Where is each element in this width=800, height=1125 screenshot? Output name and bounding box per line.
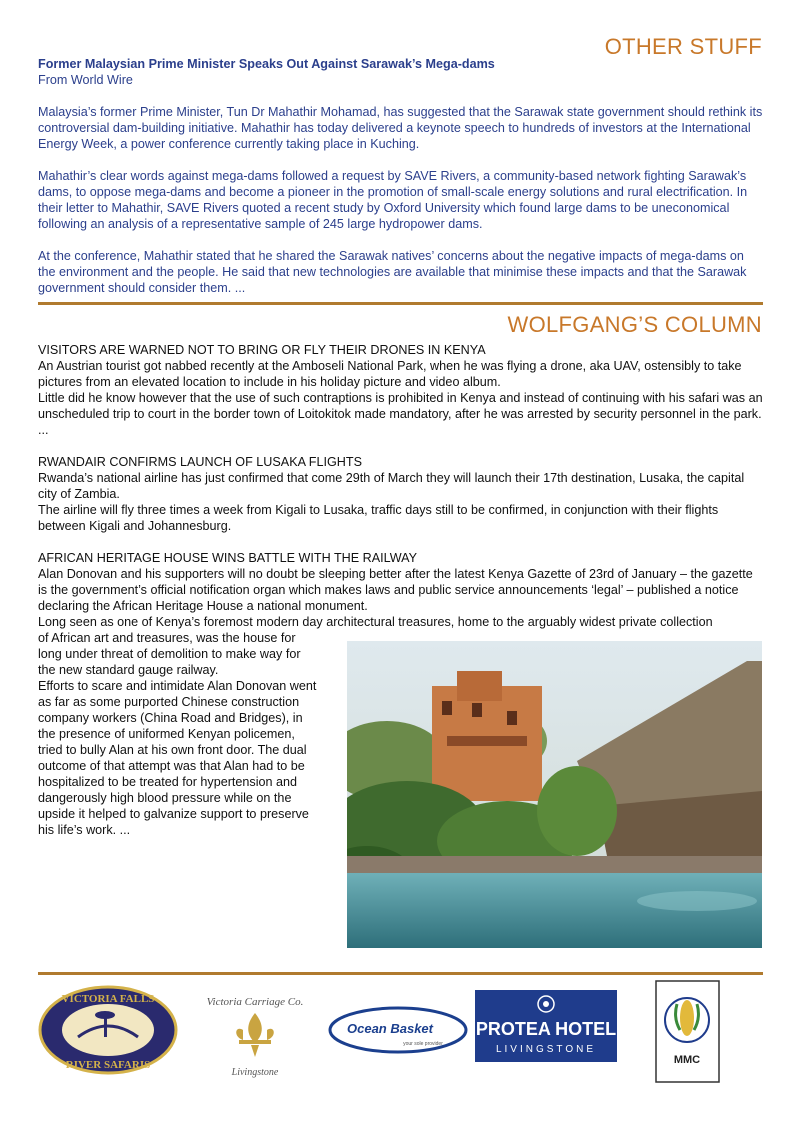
other-stuff-article <box>38 56 763 312</box>
story-heading: RWANDAIR CONFIRMS LAUNCH OF LUSAKA FLIGHTS <box>38 455 362 469</box>
story-paragraph: An Austrian tourist got nabbed recently at the Amboseli National Park, when he was flying a drone, aka UAV, ostensibly to take pictures from an elevated location to include in his holiday picture and video album. <box>38 359 742 389</box>
story-heading: AFRICAN HERITAGE HOUSE WINS BATTLE WITH THE RAILWAY <box>38 551 418 565</box>
article-paragraph: Malaysia’s former Prime Minister, Tun Dr Mahathir Mohamad, has suggested that the Sarawak state government should rethink its controversial dam-building initiative. Mahathir has today delivered a keynote speech to hundreds of investors at the International Energy Week, a power conference currently taking place in Kuching. <box>38 105 763 151</box>
story-paragraph: Alan Donovan and his supporters will no doubt be sleeping better after the latest Kenya Gazette of 23rd of January – the gazette is the government’s official notification organ which makes laws and public service announcements ‘legal’ – published a notice declaring the African Heritage House a national monument. <box>38 567 753 613</box>
section-title-wolfgangs-column: WOLFGANG’S COLUMN <box>507 312 762 337</box>
logo-text: LIVINGSTONE <box>495 1044 597 1055</box>
victoria-carriage-co-logo <box>195 985 315 1080</box>
story-paragraph: Long seen as one of Kenya’s foremost modern day architectural treasures, home to the arguably widest private collection <box>38 615 713 629</box>
article-paragraph: At the conference, Mahathir stated that he shared the Sarawak natives’ concerns about the negative impacts of mega-dams on the environment and the people. He said that new technologies are available that minimise these impacts and that the Sarawak government should consider them. ... <box>38 249 747 295</box>
logo-text: PROTEA HOTEL <box>475 1019 617 1039</box>
section-divider <box>38 302 763 305</box>
text-line: of African art and treasures, was the house for <box>38 631 296 645</box>
text-line: upside it helped to galvanize support to preserve <box>38 807 309 821</box>
ocean-basket-logo <box>328 1005 468 1055</box>
article-paragraph: Mahathir’s clear words against mega-dams followed a request by SAVE Rivers, a community-based network fighting Sarawak’s dams, to oppose mega-dams and become a pioneer in the promotion of small-scale energy solutions and rural electrification. In their letter to Mahathir, SAVE Rivers quoted a recent study by Oxford University which found large dams to be uneconomical following an analysis of a representative sample of 245 large hydropower dams. <box>38 169 748 231</box>
story-paragraph: The airline will fly three times a week from Kigali to Lusaka, traffic days still to be confirmed, in conjunction with their flights between Kigali and Johannesburg. <box>38 503 719 533</box>
story-heading: VISITORS ARE WARNED NOT TO BRING OR FLY THEIR DRONES IN KENYA <box>38 343 486 357</box>
text-line: tried to bully Alan at his own front door. The dual <box>38 743 307 757</box>
text-line: outcome of that attempt was that Alan had to be <box>38 759 305 773</box>
text-line: Efforts to scare and intimidate Alan Donovan went <box>38 679 317 693</box>
text-line: dangerously high blood pressure while on the <box>38 791 292 805</box>
story-paragraph-wrapped <box>38 630 338 838</box>
text-line: hospitalized to be treated for hypertension and <box>38 775 298 789</box>
logo-text: Ocean Basket <box>347 1021 433 1036</box>
footer-divider <box>38 972 763 975</box>
african-heritage-house-photo <box>347 641 762 948</box>
text-line: the presence of uniformed Kenyan policemen, <box>38 727 295 741</box>
logo-text: Livingstone <box>231 1067 279 1078</box>
text-line: company workers (China Road and Bridges), in <box>38 711 303 725</box>
victoria-falls-river-safaris-logo <box>38 985 178 1075</box>
logo-text: RIVER SAFARIS <box>65 1059 151 1071</box>
article-source: From World Wire <box>38 73 133 87</box>
text-line: the new standard gauge railway. <box>38 663 219 677</box>
logo-text: MMC <box>673 1054 701 1066</box>
logo-text: VICTORIA FALLS <box>61 993 155 1005</box>
mmc-logo <box>655 980 720 1083</box>
article-headline: Former Malaysian Prime Minister Speaks Out Against Sarawak’s Mega-dams <box>38 57 495 71</box>
logo-text: your sole provider <box>403 1041 443 1047</box>
logo-text: Victoria Carriage Co. <box>206 996 304 1008</box>
story-paragraph: Rwanda’s national airline has just confirmed that come 29th of March they will launch their 17th destination, Lusaka, the capital city of Zambia. <box>38 471 745 501</box>
section-title-other-stuff: OTHER STUFF <box>604 34 762 59</box>
text-line: long under threat of demolition to make way for <box>38 647 301 661</box>
text-line: his life’s work. ... <box>38 823 131 837</box>
story-paragraph: Little did he know however that the use of such contraptions is prohibited in Kenya and instead of continuing with his safari was an unscheduled trip to court in the border town of Loitokitok made mandatory, after he was arrested by security personnel in the park. ... <box>38 391 763 437</box>
text-line: as far as some purported Chinese construction <box>38 695 300 709</box>
protea-hotel-livingstone-logo <box>475 990 617 1062</box>
